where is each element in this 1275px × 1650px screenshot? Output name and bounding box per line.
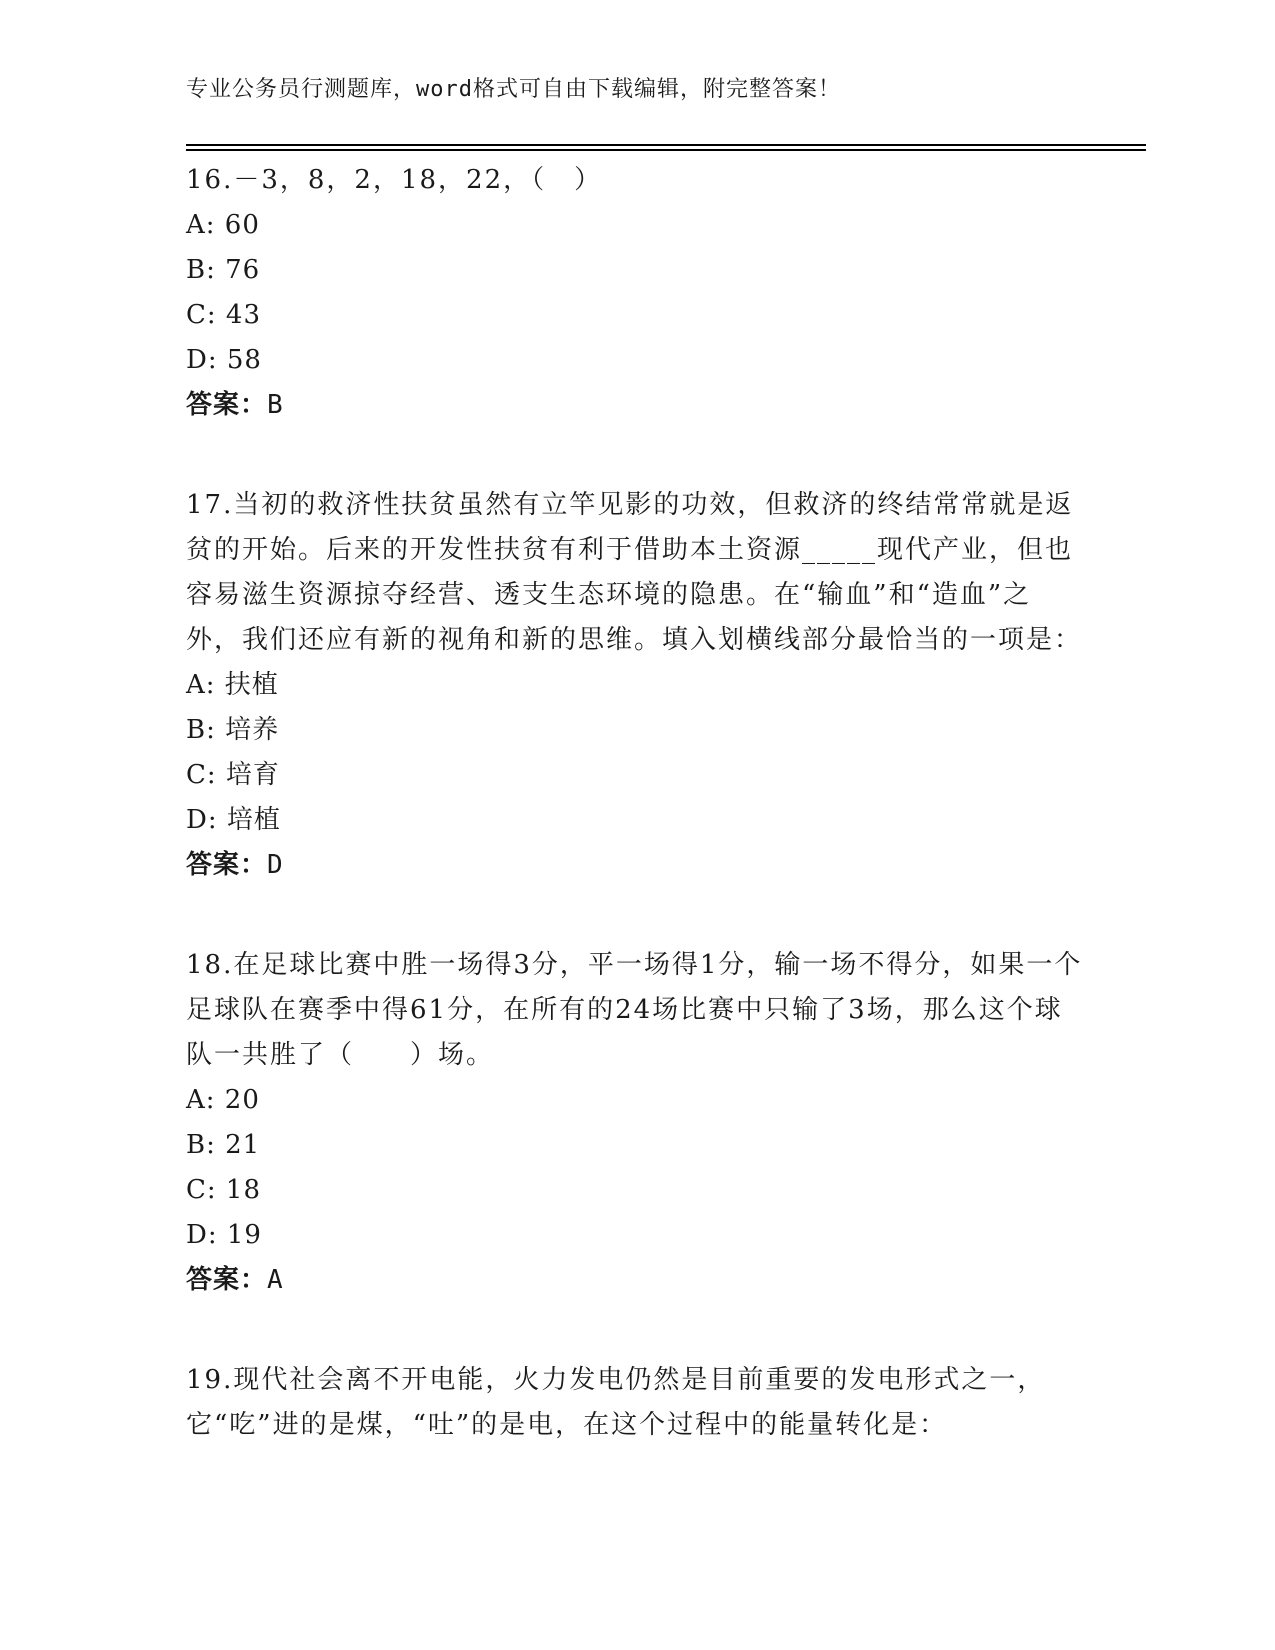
- question-19: [186, 1358, 1086, 1448]
- answer-value: B: [267, 390, 284, 420]
- question-18: [186, 943, 1086, 1303]
- option-d: D: 19: [186, 1220, 262, 1250]
- page-header: 专业公务员行测题库，word格式可自由下载编辑，附完整答案！: [186, 77, 841, 102]
- question-stem: 16.－3，8，2，18，22，（ ）: [186, 165, 603, 195]
- option-d: D: 培植: [186, 805, 281, 835]
- option-c: C: 培育: [186, 760, 280, 790]
- answer-label: 答案：: [186, 850, 268, 880]
- question-stem: 19.现代社会离不开电能，火力发电仍然是目前重要的发电形式之一，它“吃”进的是煤，“吐”的是电，在这个过程中的能量转化是：: [186, 1365, 1046, 1440]
- answer-value: D: [267, 850, 284, 880]
- spacer: [186, 428, 1086, 483]
- option-b: B: 21: [186, 1130, 261, 1160]
- answer-label: 答案：: [186, 390, 268, 420]
- question-stem: 17.当初的救济性扶贫虽然有立竿见影的功效，但救济的终结常常就是返贫的开始。后来的开发性扶贫有利于借助本土资源_____现代产业，但也容易滋生资源掠夺经营、透支生态环境的隐患。在“输血”和“造血”之外，我们还应有新的视角和新的思维。填入划横线部分最恰当的一项是：: [186, 490, 1083, 655]
- answer-line: [186, 1258, 1086, 1303]
- option-c: C: 18: [186, 1175, 262, 1205]
- spacer: [186, 888, 1086, 943]
- option-a: A: 扶植: [186, 670, 279, 700]
- option-a: A: 60: [186, 210, 260, 240]
- answer-label: 答案：: [186, 1265, 268, 1295]
- option-d: D: 58: [186, 345, 262, 375]
- question-list: [186, 158, 1086, 1448]
- answer-value: A: [267, 1265, 284, 1295]
- option-b: B: 培养: [186, 715, 280, 745]
- question-16: [186, 158, 1086, 428]
- answer-line: [186, 383, 1086, 428]
- option-b: B: 76: [186, 255, 261, 285]
- header-divider-bottom: [186, 149, 1146, 151]
- question-stem: 18.在足球比赛中胜一场得3分，平一场得1分，输一场不得分，如果一个足球队在赛季中得61分，在所有的24场比赛中只输了3场，那么这个球队一共胜了（ ）场。: [186, 950, 1083, 1070]
- spacer: [186, 1303, 1086, 1358]
- option-a: A: 20: [186, 1085, 260, 1115]
- option-c: C: 43: [186, 300, 262, 330]
- header-divider-top: [186, 144, 1146, 146]
- question-17: [186, 483, 1086, 888]
- answer-line: [186, 843, 1086, 888]
